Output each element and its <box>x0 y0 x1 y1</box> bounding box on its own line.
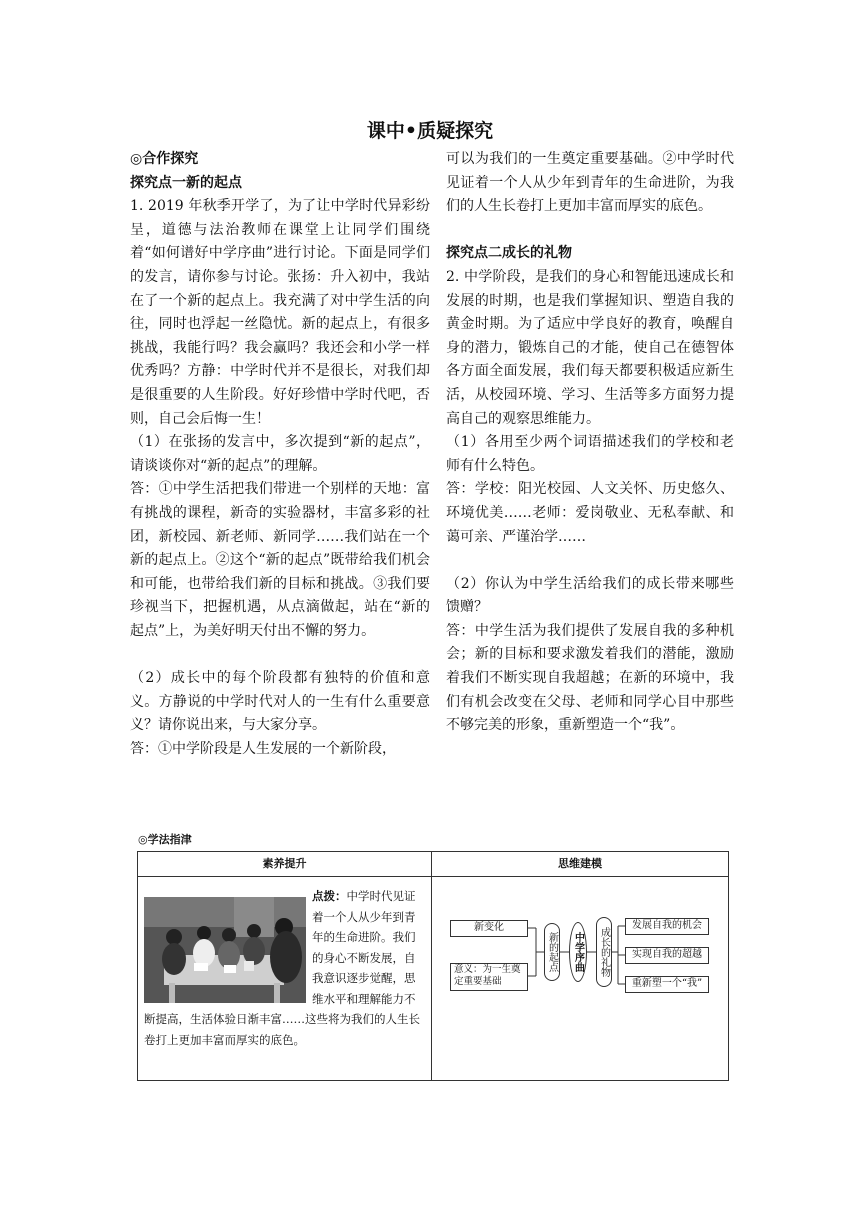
mindmap-node-gift: 成长的礼物 <box>596 917 612 987</box>
methods-table <box>137 851 729 1081</box>
right-column <box>446 148 734 738</box>
point1-heading: 探究点一新的起点 <box>130 174 242 191</box>
question1-text: 1. 2019 年秋季开学了，为了让中学时代异彩纷呈，道德与法治教师在课堂上让同学们围绕着“如何谱好中学序曲”进行讨论。下面是同学们的发言，请你参与讨论。张扬：升入初中，我站在了一个新的起点上。我充满了对中学生活的向往，同时也浮起一丝隐忧。新的起点上，有很多挑战，我能行吗？我会赢吗？我还会和小学一样优秀吗？方静：中学时代并不是很长，对我们却是很重要的人生阶段。好好珍惜中学时代吧，否则，自己会后悔一生！ <box>130 198 430 427</box>
col1-header: 素养提升 <box>262 857 307 870</box>
question1-sub1: （1）在张扬的发言中，多次提到“新的起点”，请谈谈你对“新的起点”的理解。 <box>130 434 430 474</box>
page-title: 课中•质疑探究 <box>366 120 494 142</box>
question2-answer2: 答：中学生活为我们提供了发展自我的多种机会；新的目标和要求激发着我们的潜能，激励着我们不断实现自我超越；在新的环境中，我们有机会改变在父母、老师和同学心目中那些不够完美的形象，重新塑造一个“我”。 <box>446 622 734 734</box>
mindmap-left-bottom: 意义：为一生奠定重要基础 <box>450 963 528 991</box>
mindmap-right-2: 实现自我的超越 <box>625 947 709 964</box>
tip-label: 点拨： <box>312 889 347 903</box>
col2-header: 思维建模 <box>558 857 602 870</box>
mindmap-left-top: 新变化 <box>450 920 528 937</box>
left-column <box>130 148 430 761</box>
question2-text: 2. 中学阶段，是我们的身心和智能迅速成长和发展的时期，也是我们掌握知识、塑造自我的黄金时期。为了适应中学良好的教育，唤醒自身的潜力，锻炼自己的才能，使自己在德智体各方面全面发展，我们每天都要积极适应新生活，从校园环境、学习、生活等多方面努力提高自己的观察思维能力。 <box>446 268 734 427</box>
mindmap-node-start: 新的起点 <box>544 923 560 981</box>
question1-answer2-cont: 可以为我们的一生奠定重要基础。②中学时代见证着一个人从少年到青年的生命进阶，为我们的人生长卷打上更加丰富而厚实的底色。 <box>446 151 734 215</box>
question2-sub1: （1）各用至少两个词语描述我们的学校和老师有什么特色。 <box>446 434 734 474</box>
tip-text: 中学时代见证着一个人从少年到青年的生命进阶。我们的身心不断发展，自我意识逐步觉醒，思维水平和理解能力不断提高，生活体验日渐丰富……这些将为我们的人生长卷打上更加丰富而厚实的底色。 <box>144 889 420 1047</box>
mindmap-right-1: 发展自我的机会 <box>625 918 709 935</box>
tip-note <box>144 886 426 1050</box>
question1-answer2-start: 答：①中学阶段是人生发展的一个新阶段， <box>130 740 396 757</box>
methods-label: ◎学法指津 <box>138 833 192 846</box>
mindmap-right-3: 重新塑一个“我” <box>625 976 709 993</box>
mind-map <box>432 877 728 1080</box>
question2-answer1: 答：学校：阳光校园、人文关怀、历史悠久、环境优美……老师：爱岗敬业、无私奉献、和蔼可亲、严谨治学…… <box>446 481 734 545</box>
question1-answer1: 答：①中学生活把我们带进一个别样的天地：富有挑战的课程，新奇的实验器材，丰富多彩的社团，新校园、新老师、新同学……我们站在一个新的起点上。②这个“新的起点”既带给我们机会和可能，也带给我们新的目标和挑战。③我们要珍视当下，把握机遇，从点滴做起，站在“新的起点”上，为美好明天付出不懈的努力。 <box>130 481 430 639</box>
question1-sub2: （2）成长中的每个阶段都有独特的价值和意义。方静说的中学时代对人的一生有什么重要意义？请你说出来，与大家分享。 <box>130 670 430 734</box>
section-heading: ◎合作探究 <box>130 151 199 167</box>
point2-heading: 探究点二成长的礼物 <box>446 245 572 262</box>
question2-sub2: （2）你认为中学生活给我们的成长带来哪些馈赠？ <box>446 575 734 616</box>
mindmap-center: 中学序曲 <box>569 922 587 982</box>
